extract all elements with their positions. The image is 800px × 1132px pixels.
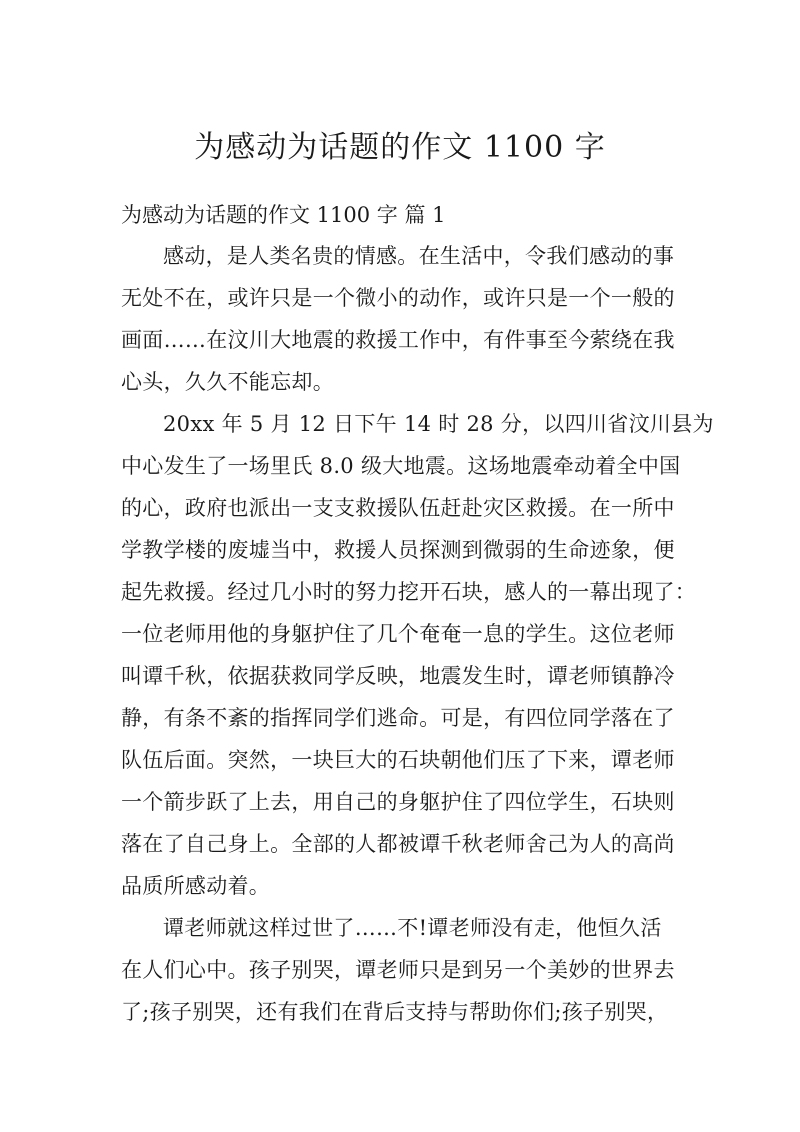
paragraph-line: 中心发生了一场里氏 8.0 级大地震。这场地震牵动着全中国 [121,454,681,478]
paragraph-line: 20xx 年 5 月 12 日下午 14 时 28 分，以四川省汶川县为 [163,412,714,436]
paragraph-line: 无处不在，或许只是一个微小的动作，或许只是一个一般的 [121,286,675,310]
paragraph-line: 在人们心中。孩子别哭，谭老师只是到另一个美妙的世界去 [121,958,675,982]
paragraph-line: 落在了自己身上。全部的人都被谭千秋老师舍己为人的高尚 [121,832,675,856]
paragraph-line: 谭老师就这样过世了……不!谭老师没有走，他恒久活 [163,916,662,940]
paragraph-line: 画面……在汶川大地震的救援工作中，有件事至今萦绕在我 [121,328,675,352]
paragraph-line: 队伍后面。突然，一块巨大的石块朝他们压了下来，谭老师 [121,748,675,772]
paragraph-line: 感动，是人类名贵的情感。在生活中，令我们感动的事 [163,244,675,268]
paragraph-line: 一个箭步跃了上去，用自己的身躯护住了四位学生，石块则 [121,790,675,814]
paragraph-line: 起先救援。经过几小时的努力挖开石块，感人的一幕出现了： [121,580,697,604]
section-heading: 为感动为话题的作文 1100 字 篇 1 [121,203,446,227]
paragraph-line: 一位老师用他的身躯护住了几个奄奄一息的学生。这位老师 [121,622,675,646]
document-title: 为感动为话题的作文 1100 字 [194,130,606,165]
paragraph-line: 学教学楼的废墟当中，救援人员探测到微弱的生命迹象，便 [121,538,675,562]
paragraph-line: 叫谭千秋，依据获救同学反映，地震发生时，谭老师镇静冷 [121,664,675,688]
paragraph-line: 了;孩子别哭，还有我们在背后支持与帮助你们;孩子别哭， [121,1000,669,1024]
paragraph-line: 的心，政府也派出一支支救援队伍赶赴灾区救援。在一所中 [121,496,675,520]
paragraph-line: 静，有条不紊的指挥同学们逃命。可是，有四位同学落在了 [121,706,675,730]
paragraph-line: 心头，久久不能忘却。 [121,370,334,394]
paragraph-line: 品质所感动着。 [121,874,271,898]
